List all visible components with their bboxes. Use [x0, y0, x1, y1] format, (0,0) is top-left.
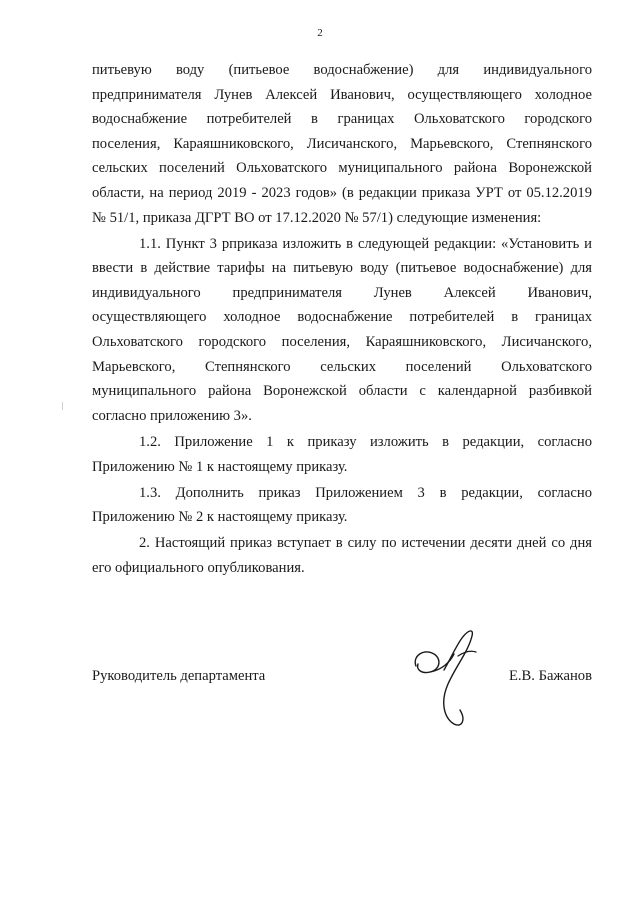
page-number: 2	[317, 27, 323, 39]
paragraph-intro-continuation	[92, 58, 592, 230]
signature-block	[92, 664, 592, 688]
text-line: Ольховатского городского поселения, Караяшниковского, Лисичанского,	[92, 334, 592, 351]
text-line: поселения, Караяшниковского, Лисичанского, Марьевского, Степнянского	[92, 135, 592, 152]
paragraph-item-1-2	[92, 430, 592, 479]
text-line: согласно приложению 3».	[92, 407, 252, 424]
paragraph-item-2	[92, 531, 592, 580]
text-line: сельских поселений Ольховатского муниципального района Воронежской	[92, 160, 592, 177]
text-line: муниципального района Воронежской области с календарной разбивкой	[92, 383, 592, 400]
text-line: питьевую воду (питьевое водоснабжение) для индивидуального	[92, 62, 592, 78]
text-line: 1.2. Приложение 1 к приказу изложить в редакции, согласно	[139, 433, 592, 450]
paragraph-item-1-1	[92, 232, 592, 429]
text-line: 1.1. Пункт 3 рприказа изложить в следующей редакции: «Установить и	[139, 235, 592, 252]
text-line: предпринимателя Лунев Алексей Иванович, осуществляющего холодное	[92, 86, 592, 103]
text-line: Приложению № 2 к настоящему приказу.	[92, 509, 348, 526]
signatory-name: Е.В. Бажанов	[508, 668, 592, 684]
text-line: индивидуального предпринимателя Лунев Алексей Иванович,	[92, 284, 592, 301]
document-body	[92, 58, 592, 582]
handwritten-signature	[410, 626, 502, 736]
text-line: его официального опубликования.	[92, 559, 305, 576]
text-line: водоснабжение потребителей в границах Ольховатского городского	[92, 111, 592, 128]
text-line: 1.3. Дополнить приказ Приложением 3 в редакции, согласно	[139, 484, 592, 501]
text-line: Приложению № 1 к настоящему приказу.	[92, 458, 348, 475]
text-line: осуществляющего холодное водоснабжение потребителей в границах	[92, 309, 592, 326]
text-line: ввести в действие тарифы на питьевую воду (питьевое водоснабжение) для	[92, 260, 592, 277]
text-line: Марьевского, Степнянского сельских поселений Ольховатского	[92, 358, 592, 375]
text-line: № 51/1, приказа ДГРТ ВО от 17.12.2020 № 57/1) следующие изменения:	[92, 209, 542, 226]
scan-margin-mark	[62, 402, 63, 410]
text-line: области, на период 2019 - 2023 годов» (в редакции приказа УРТ от 05.12.2019	[92, 184, 592, 201]
signatory-title: Руководитель департамента	[92, 668, 266, 684]
paragraph-item-1-3	[92, 481, 592, 530]
text-line: 2. Настоящий приказ вступает в силу по истечении десяти дней со дня	[139, 535, 592, 552]
